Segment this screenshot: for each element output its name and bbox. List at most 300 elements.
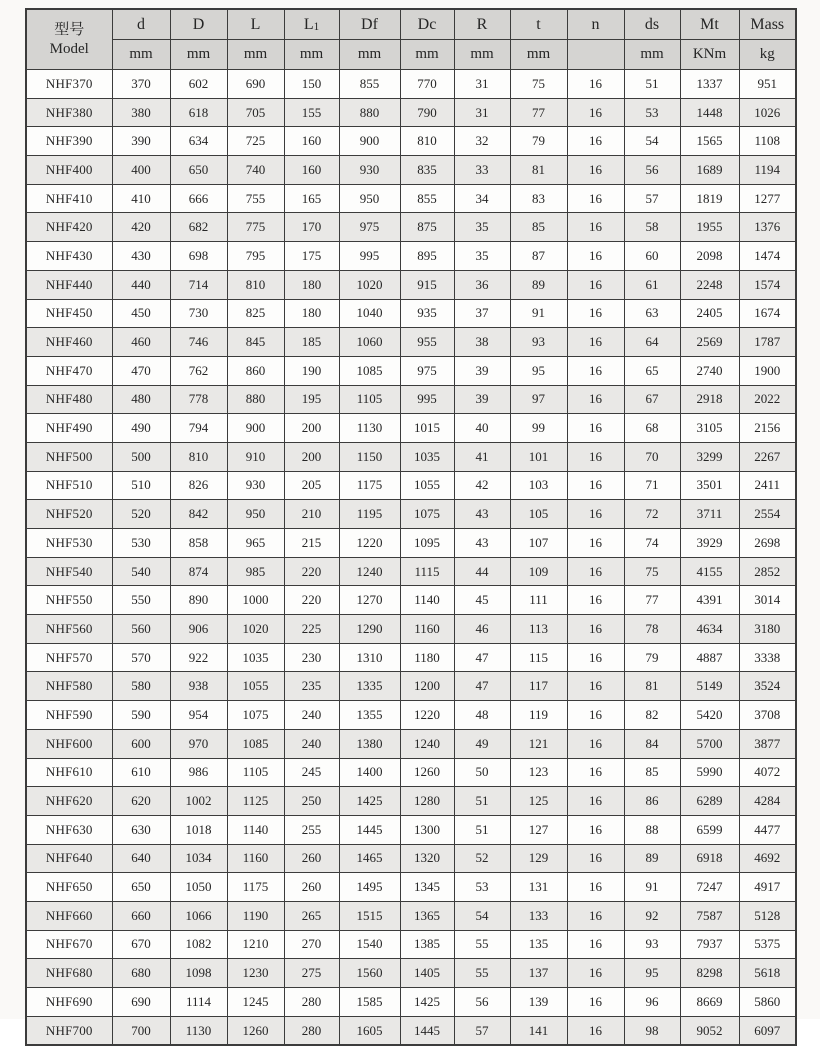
value-cell: 58: [624, 213, 680, 242]
value-cell: 115: [510, 643, 567, 672]
value-cell: 5375: [739, 930, 796, 959]
column-unit-t: mm: [510, 40, 567, 70]
value-cell: 160: [284, 127, 339, 156]
value-cell: 705: [227, 98, 284, 127]
value-cell: 6918: [680, 844, 739, 873]
value-cell: 5700: [680, 729, 739, 758]
value-cell: 44: [454, 557, 510, 586]
value-cell: 1190: [227, 901, 284, 930]
value-cell: 3877: [739, 729, 796, 758]
model-cell: NHF410: [26, 184, 112, 213]
column-header-t: t: [510, 9, 567, 40]
value-cell: 16: [567, 328, 624, 357]
value-cell: 1310: [339, 643, 400, 672]
value-cell: 400: [112, 156, 170, 185]
value-cell: 938: [170, 672, 227, 701]
value-cell: 640: [112, 844, 170, 873]
value-cell: 1150: [339, 442, 400, 471]
model-cell: NHF380: [26, 98, 112, 127]
value-cell: 590: [112, 701, 170, 730]
value-cell: 2248: [680, 270, 739, 299]
value-cell: 16: [567, 844, 624, 873]
value-cell: 16: [567, 873, 624, 902]
value-cell: 1689: [680, 156, 739, 185]
value-cell: 88: [624, 815, 680, 844]
value-cell: 43: [454, 500, 510, 529]
model-cell: NHF430: [26, 242, 112, 271]
value-cell: 4391: [680, 586, 739, 615]
model-cell: NHF640: [26, 844, 112, 873]
value-cell: 1337: [680, 70, 739, 99]
value-cell: 3299: [680, 442, 739, 471]
value-cell: 7587: [680, 901, 739, 930]
value-cell: 1085: [339, 356, 400, 385]
value-cell: 380: [112, 98, 170, 127]
value-cell: 16: [567, 471, 624, 500]
value-cell: 1380: [339, 729, 400, 758]
model-cell: NHF600: [26, 729, 112, 758]
column-header-mass: Mass: [739, 9, 796, 40]
value-cell: 170: [284, 213, 339, 242]
value-cell: 460: [112, 328, 170, 357]
value-cell: 93: [510, 328, 567, 357]
value-cell: 3708: [739, 701, 796, 730]
model-cell: NHF690: [26, 988, 112, 1017]
model-cell: NHF580: [26, 672, 112, 701]
table-row: [26, 414, 796, 443]
model-cell: NHF390: [26, 127, 112, 156]
value-cell: 16: [567, 270, 624, 299]
value-cell: 8298: [680, 959, 739, 988]
value-cell: 1448: [680, 98, 739, 127]
value-cell: 48: [454, 701, 510, 730]
value-cell: 135: [510, 930, 567, 959]
value-cell: 2405: [680, 299, 739, 328]
value-cell: 5128: [739, 901, 796, 930]
value-cell: 260: [284, 844, 339, 873]
model-cell: NHF630: [26, 815, 112, 844]
model-cell: NHF400: [26, 156, 112, 185]
value-cell: 842: [170, 500, 227, 529]
value-cell: 55: [454, 930, 510, 959]
value-cell: 200: [284, 442, 339, 471]
value-cell: 220: [284, 586, 339, 615]
column-header-r: R: [454, 9, 510, 40]
value-cell: 96: [624, 988, 680, 1017]
value-cell: 1355: [339, 701, 400, 730]
value-cell: 1035: [400, 442, 454, 471]
value-cell: 1060: [339, 328, 400, 357]
value-cell: 1565: [680, 127, 739, 156]
value-cell: 618: [170, 98, 227, 127]
value-cell: 1018: [170, 815, 227, 844]
table-row: [26, 356, 796, 385]
model-cell: NHF530: [26, 529, 112, 558]
value-cell: 950: [339, 184, 400, 213]
value-cell: 1465: [339, 844, 400, 873]
value-cell: 91: [624, 873, 680, 902]
value-cell: 255: [284, 815, 339, 844]
value-cell: 1175: [339, 471, 400, 500]
value-cell: 855: [400, 184, 454, 213]
value-cell: 70: [624, 442, 680, 471]
column-header-n: n: [567, 9, 624, 40]
value-cell: 133: [510, 901, 567, 930]
value-cell: 1020: [339, 270, 400, 299]
value-cell: 951: [739, 70, 796, 99]
value-cell: 71: [624, 471, 680, 500]
value-cell: 1277: [739, 184, 796, 213]
value-cell: 698: [170, 242, 227, 271]
value-cell: 1300: [400, 815, 454, 844]
value-cell: 1320: [400, 844, 454, 873]
value-cell: 3524: [739, 672, 796, 701]
value-cell: 2852: [739, 557, 796, 586]
table-row: [26, 557, 796, 586]
value-cell: 1220: [339, 529, 400, 558]
value-cell: 3501: [680, 471, 739, 500]
value-cell: 52: [454, 844, 510, 873]
value-cell: 43: [454, 529, 510, 558]
spec-table: [25, 8, 797, 1046]
value-cell: 225: [284, 615, 339, 644]
value-cell: 650: [170, 156, 227, 185]
value-cell: 880: [227, 385, 284, 414]
value-cell: 33: [454, 156, 510, 185]
value-cell: 46: [454, 615, 510, 644]
value-cell: 89: [510, 270, 567, 299]
value-cell: 1376: [739, 213, 796, 242]
column-unit-l: mm: [227, 40, 284, 70]
table-row: [26, 242, 796, 271]
value-cell: 230: [284, 643, 339, 672]
table-row: [26, 758, 796, 787]
value-cell: 1160: [400, 615, 454, 644]
value-cell: 1345: [400, 873, 454, 902]
value-cell: 215: [284, 529, 339, 558]
value-cell: 3929: [680, 529, 739, 558]
value-cell: 54: [454, 901, 510, 930]
value-cell: 570: [112, 643, 170, 672]
value-cell: 42: [454, 471, 510, 500]
value-cell: 995: [339, 242, 400, 271]
value-cell: 855: [339, 70, 400, 99]
value-cell: 3180: [739, 615, 796, 644]
model-cell: NHF370: [26, 70, 112, 99]
value-cell: 1000: [227, 586, 284, 615]
value-cell: 775: [227, 213, 284, 242]
table-row: [26, 901, 796, 930]
model-cell: NHF440: [26, 270, 112, 299]
value-cell: 16: [567, 643, 624, 672]
value-cell: 1035: [227, 643, 284, 672]
value-cell: 39: [454, 356, 510, 385]
value-cell: 119: [510, 701, 567, 730]
value-cell: 725: [227, 127, 284, 156]
value-cell: 975: [339, 213, 400, 242]
value-cell: 220: [284, 557, 339, 586]
table-row: [26, 500, 796, 529]
value-cell: 600: [112, 729, 170, 758]
value-cell: 16: [567, 414, 624, 443]
value-cell: 510: [112, 471, 170, 500]
value-cell: 740: [227, 156, 284, 185]
value-cell: 1260: [400, 758, 454, 787]
value-cell: 410: [112, 184, 170, 213]
value-cell: 155: [284, 98, 339, 127]
value-cell: 117: [510, 672, 567, 701]
value-cell: 3105: [680, 414, 739, 443]
value-cell: 97: [510, 385, 567, 414]
value-cell: 113: [510, 615, 567, 644]
value-cell: 16: [567, 815, 624, 844]
value-cell: 180: [284, 299, 339, 328]
value-cell: 2098: [680, 242, 739, 271]
value-cell: 87: [510, 242, 567, 271]
model-cell: NHF450: [26, 299, 112, 328]
column-unit-mass: kg: [739, 40, 796, 70]
value-cell: 1574: [739, 270, 796, 299]
value-cell: 420: [112, 213, 170, 242]
value-cell: 16: [567, 385, 624, 414]
value-cell: 121: [510, 729, 567, 758]
value-cell: 67: [624, 385, 680, 414]
value-cell: 900: [339, 127, 400, 156]
value-cell: 16: [567, 586, 624, 615]
value-cell: 1114: [170, 988, 227, 1017]
value-cell: 795: [227, 242, 284, 271]
column-header-df: Df: [339, 9, 400, 40]
value-cell: 794: [170, 414, 227, 443]
value-cell: 40: [454, 414, 510, 443]
value-cell: 1200: [400, 672, 454, 701]
column-header-d: d: [112, 9, 170, 40]
value-cell: 1405: [400, 959, 454, 988]
value-cell: 7247: [680, 873, 739, 902]
table-row: [26, 385, 796, 414]
model-cell: NHF610: [26, 758, 112, 787]
value-cell: 1108: [739, 127, 796, 156]
value-cell: 250: [284, 787, 339, 816]
value-cell: 2022: [739, 385, 796, 414]
value-cell: 275: [284, 959, 339, 988]
value-cell: 880: [339, 98, 400, 127]
value-cell: 4917: [739, 873, 796, 902]
value-cell: 730: [170, 299, 227, 328]
value-cell: 60: [624, 242, 680, 271]
value-cell: 390: [112, 127, 170, 156]
value-cell: 265: [284, 901, 339, 930]
value-cell: 1130: [339, 414, 400, 443]
value-cell: 970: [170, 729, 227, 758]
value-cell: 1130: [170, 1016, 227, 1045]
value-cell: 55: [454, 959, 510, 988]
value-cell: 16: [567, 959, 624, 988]
model-cell: NHF650: [26, 873, 112, 902]
value-cell: 1050: [170, 873, 227, 902]
value-cell: 16: [567, 98, 624, 127]
value-cell: 1819: [680, 184, 739, 213]
value-cell: 550: [112, 586, 170, 615]
value-cell: 81: [624, 672, 680, 701]
value-cell: 235: [284, 672, 339, 701]
value-cell: 93: [624, 930, 680, 959]
value-cell: 935: [400, 299, 454, 328]
value-cell: 2569: [680, 328, 739, 357]
column-header-l1: $L_1$: [284, 9, 339, 40]
value-cell: 4692: [739, 844, 796, 873]
value-cell: 700: [112, 1016, 170, 1045]
value-cell: 16: [567, 729, 624, 758]
table-row: [26, 672, 796, 701]
value-cell: 480: [112, 385, 170, 414]
model-cell: NHF490: [26, 414, 112, 443]
value-cell: 845: [227, 328, 284, 357]
value-cell: 68: [624, 414, 680, 443]
table-row: [26, 873, 796, 902]
value-cell: 65: [624, 356, 680, 385]
value-cell: 123: [510, 758, 567, 787]
value-cell: 986: [170, 758, 227, 787]
value-cell: 9052: [680, 1016, 739, 1045]
value-cell: 16: [567, 930, 624, 959]
value-cell: 16: [567, 988, 624, 1017]
value-cell: 1098: [170, 959, 227, 988]
table-row: [26, 270, 796, 299]
table-row: [26, 988, 796, 1017]
value-cell: 270: [284, 930, 339, 959]
value-cell: 111: [510, 586, 567, 615]
value-cell: 79: [624, 643, 680, 672]
value-cell: 107: [510, 529, 567, 558]
column-header-ds: ds: [624, 9, 680, 40]
value-cell: 1445: [339, 815, 400, 844]
value-cell: 530: [112, 529, 170, 558]
value-cell: 4477: [739, 815, 796, 844]
value-cell: 985: [227, 557, 284, 586]
table-row: [26, 442, 796, 471]
value-cell: 36: [454, 270, 510, 299]
model-cell: NHF570: [26, 643, 112, 672]
value-cell: 98: [624, 1016, 680, 1045]
value-cell: 103: [510, 471, 567, 500]
value-cell: 1445: [400, 1016, 454, 1045]
value-cell: 150: [284, 70, 339, 99]
value-cell: 1900: [739, 356, 796, 385]
table-row: [26, 1016, 796, 1045]
value-cell: 430: [112, 242, 170, 271]
value-cell: 2156: [739, 414, 796, 443]
value-cell: 975: [400, 356, 454, 385]
value-cell: 57: [624, 184, 680, 213]
model-cell: NHF460: [26, 328, 112, 357]
value-cell: 61: [624, 270, 680, 299]
value-cell: 78: [624, 615, 680, 644]
value-cell: 1495: [339, 873, 400, 902]
value-cell: 634: [170, 127, 227, 156]
value-cell: 63: [624, 299, 680, 328]
value-cell: 1474: [739, 242, 796, 271]
value-cell: 74: [624, 529, 680, 558]
value-cell: 490: [112, 414, 170, 443]
value-cell: 280: [284, 1016, 339, 1045]
value-cell: 965: [227, 529, 284, 558]
value-cell: 1260: [227, 1016, 284, 1045]
value-cell: 1015: [400, 414, 454, 443]
value-cell: 137: [510, 959, 567, 988]
value-cell: 16: [567, 213, 624, 242]
value-cell: 89: [624, 844, 680, 873]
table-row: [26, 471, 796, 500]
value-cell: 16: [567, 242, 624, 271]
value-cell: 280: [284, 988, 339, 1017]
model-cell: NHF510: [26, 471, 112, 500]
value-cell: 2698: [739, 529, 796, 558]
value-cell: 858: [170, 529, 227, 558]
value-cell: 1280: [400, 787, 454, 816]
value-cell: 141: [510, 1016, 567, 1045]
value-cell: 540: [112, 557, 170, 586]
model-cell: NHF700: [26, 1016, 112, 1045]
value-cell: 610: [112, 758, 170, 787]
value-cell: 1195: [339, 500, 400, 529]
value-cell: 85: [624, 758, 680, 787]
value-cell: 86: [624, 787, 680, 816]
value-cell: 16: [567, 787, 624, 816]
value-cell: 1335: [339, 672, 400, 701]
value-cell: 2554: [739, 500, 796, 529]
value-cell: 680: [112, 959, 170, 988]
value-cell: 890: [170, 586, 227, 615]
value-cell: 1002: [170, 787, 227, 816]
value-cell: 1125: [227, 787, 284, 816]
value-cell: 31: [454, 98, 510, 127]
value-cell: 185: [284, 328, 339, 357]
value-cell: 762: [170, 356, 227, 385]
value-cell: 746: [170, 328, 227, 357]
value-cell: 560: [112, 615, 170, 644]
table-row: [26, 787, 796, 816]
value-cell: 95: [624, 959, 680, 988]
table-row: [26, 184, 796, 213]
model-cell: NHF470: [26, 356, 112, 385]
value-cell: 16: [567, 701, 624, 730]
value-cell: 1425: [339, 787, 400, 816]
value-cell: 99: [510, 414, 567, 443]
value-cell: 49: [454, 729, 510, 758]
value-cell: 930: [339, 156, 400, 185]
value-cell: 874: [170, 557, 227, 586]
value-cell: 602: [170, 70, 227, 99]
value-cell: 16: [567, 615, 624, 644]
value-cell: 6599: [680, 815, 739, 844]
column-header-mt: Mt: [680, 9, 739, 40]
value-cell: 1674: [739, 299, 796, 328]
value-cell: 4284: [739, 787, 796, 816]
model-header-en: Model: [49, 40, 89, 57]
value-cell: 810: [227, 270, 284, 299]
value-cell: 82: [624, 701, 680, 730]
value-cell: 4155: [680, 557, 739, 586]
model-cell: NHF540: [26, 557, 112, 586]
value-cell: 630: [112, 815, 170, 844]
value-cell: 7937: [680, 930, 739, 959]
value-cell: 64: [624, 328, 680, 357]
column-unit-r: mm: [454, 40, 510, 70]
value-cell: 1400: [339, 758, 400, 787]
table-row: [26, 70, 796, 99]
value-cell: 825: [227, 299, 284, 328]
